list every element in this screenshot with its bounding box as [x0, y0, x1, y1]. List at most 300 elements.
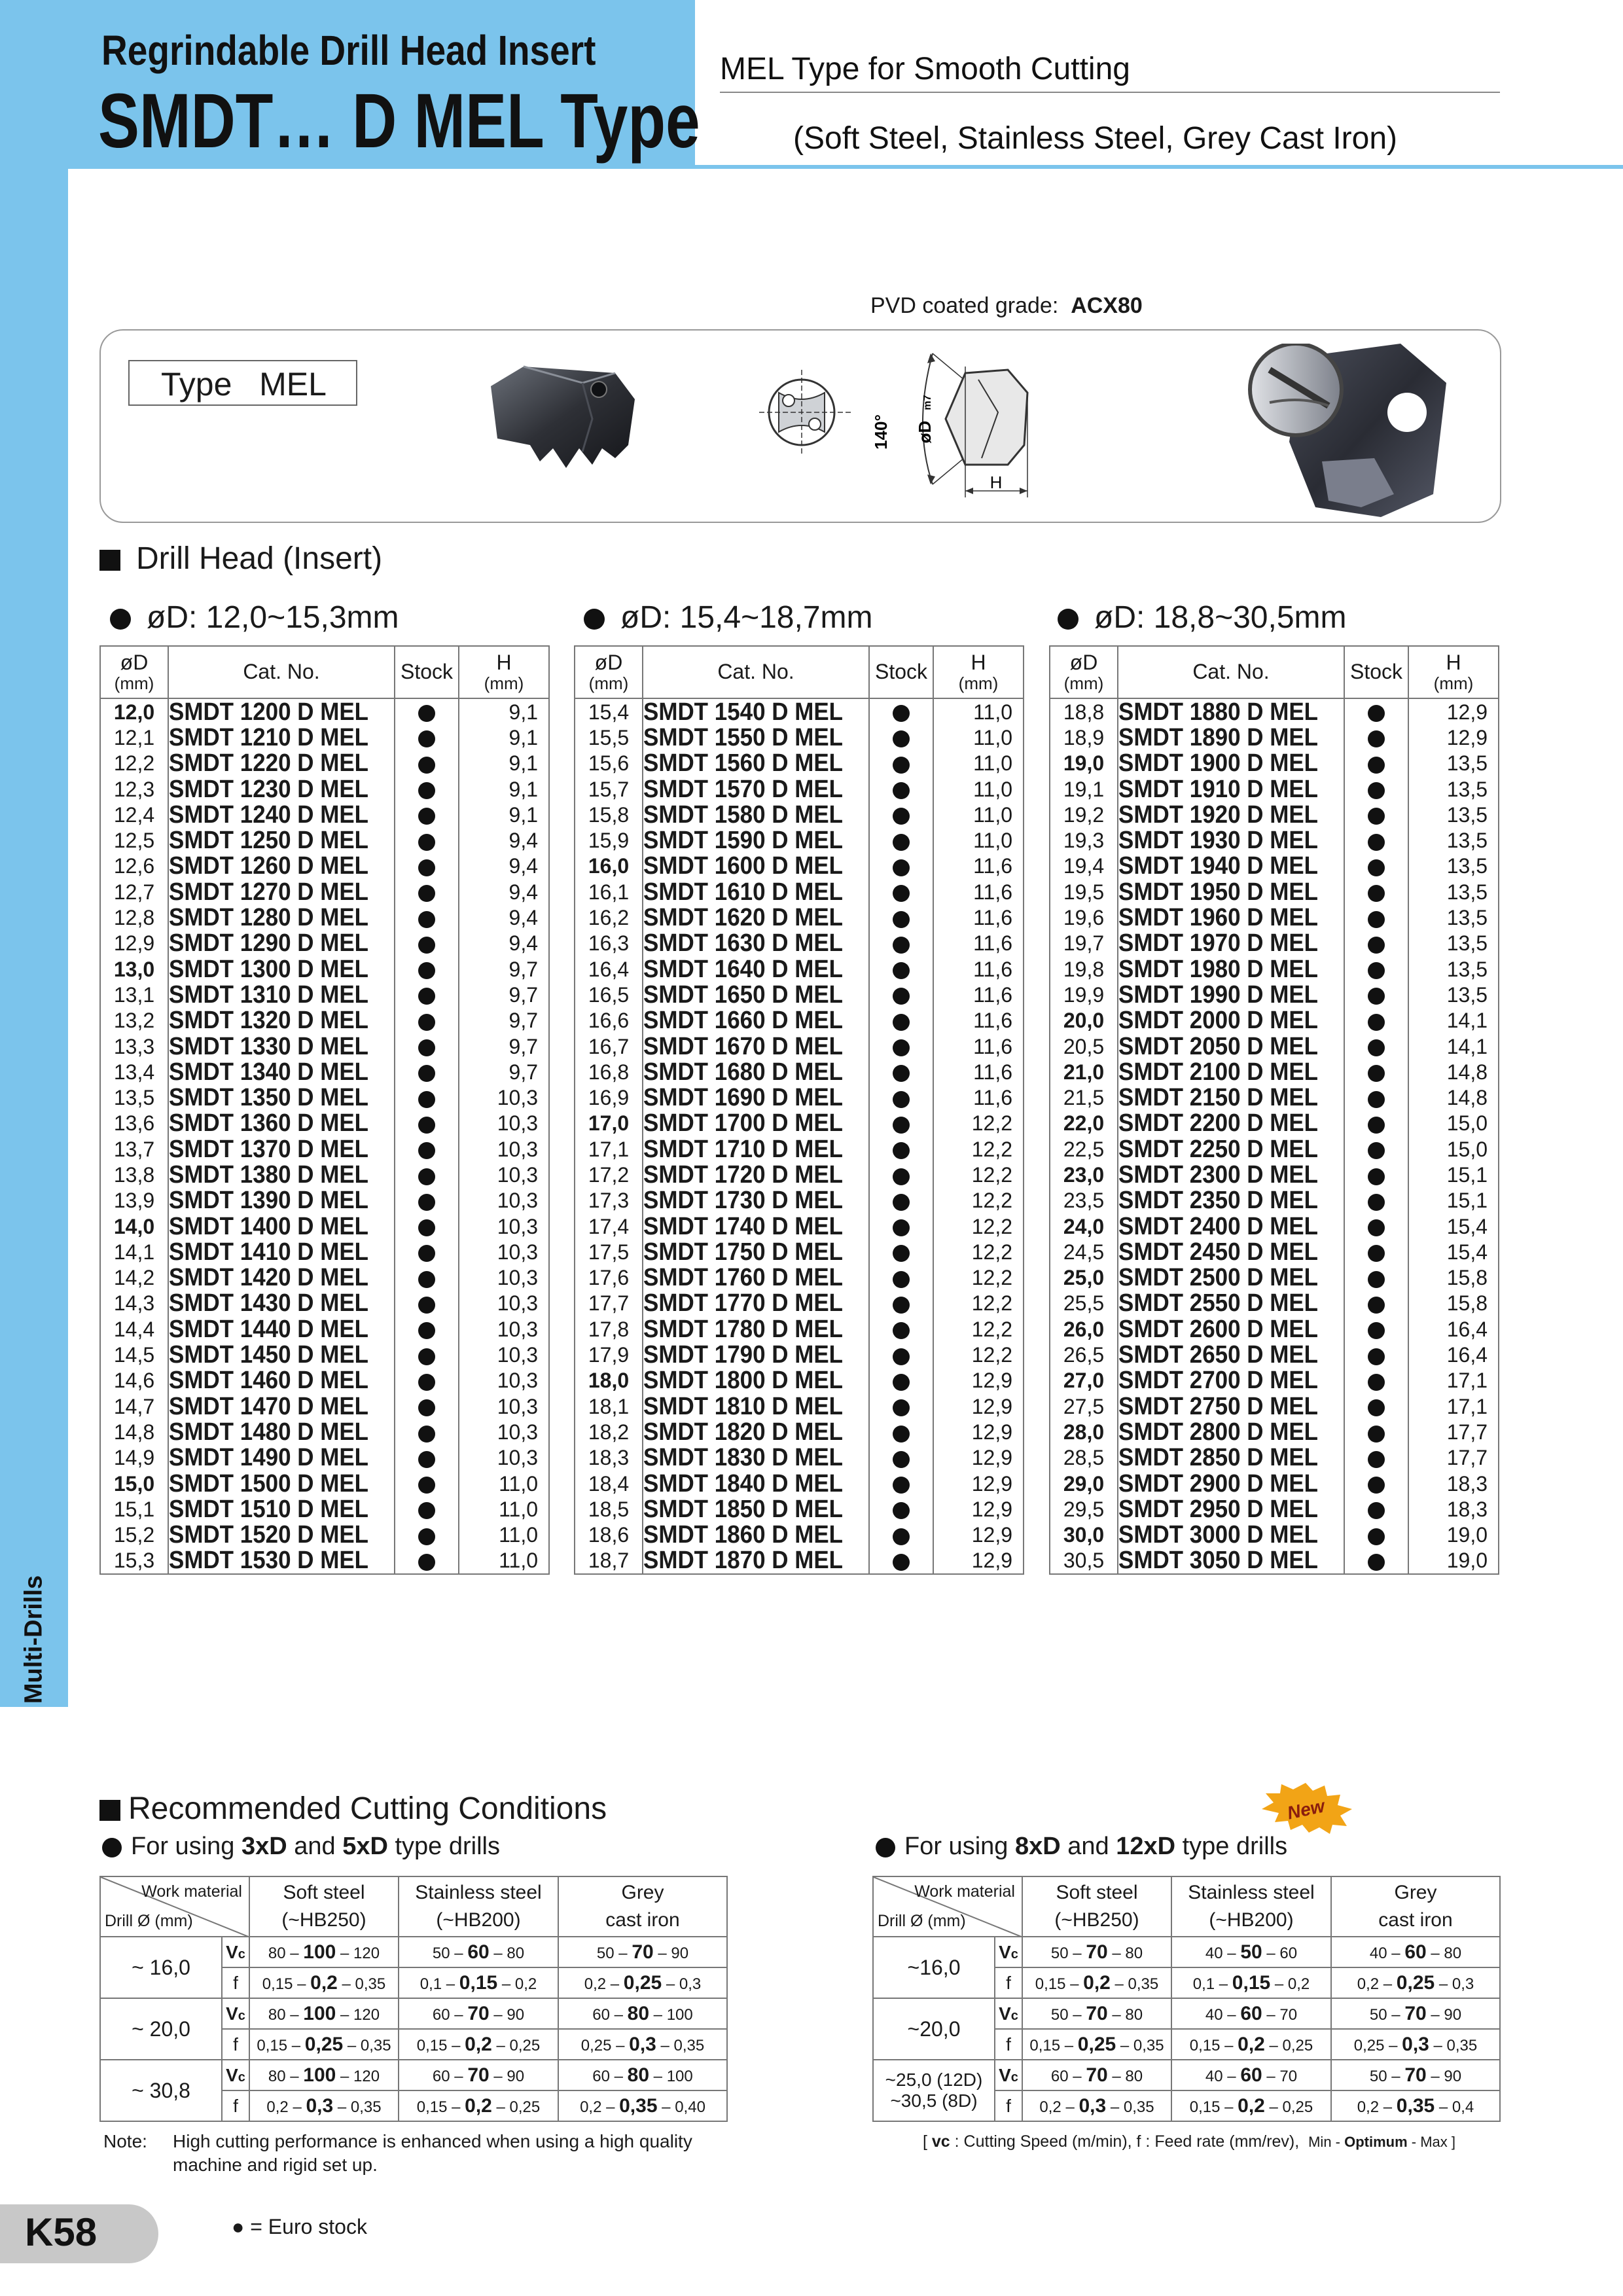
stock-cell [869, 1239, 933, 1265]
cutting-value-cell [1331, 1937, 1500, 1967]
diameter-cell: 15,4 [575, 698, 643, 725]
cat-no-cell [1118, 1059, 1344, 1085]
cat-no-cell [168, 1213, 395, 1239]
value-optimum: 0,25 [623, 1971, 662, 1994]
table-row [100, 1033, 549, 1059]
cat-no-text: SMDT 1720 D MEL [643, 1160, 844, 1189]
insert-top-view-icon [753, 367, 857, 458]
stock-dot-icon [418, 1477, 435, 1494]
cat-no-text: SMDT 2550 D MEL [1118, 1289, 1319, 1318]
cat-no-cell [1118, 827, 1344, 853]
diameter-cell: 18,5 [575, 1496, 643, 1522]
cat-no-text: SMDT 1430 D MEL [169, 1289, 369, 1318]
diameter-cell: 15,2 [100, 1522, 168, 1548]
cat-no-text: SMDT 2500 D MEL [1118, 1264, 1319, 1292]
height-cell: 13,5 [1408, 827, 1499, 853]
value-max: – 0,25 [491, 2098, 541, 2116]
height-cell: 12,2 [933, 1136, 1024, 1162]
stock-cell [395, 698, 459, 725]
cat-no-text: SMDT 2750 D MEL [1118, 1392, 1319, 1420]
table-row [100, 751, 549, 776]
height-cell: 10,3 [459, 1393, 549, 1419]
stock-dot-icon [418, 1451, 435, 1468]
table-row [575, 698, 1024, 725]
table-row [1050, 853, 1499, 879]
cat-no-cell [643, 1342, 869, 1367]
diameter-cell: 29,0 [1050, 1471, 1118, 1496]
table-row [1050, 1342, 1499, 1367]
cat-no-text: SMDT 2050 D MEL [1118, 1032, 1319, 1060]
value-optimum: 70 [1086, 1941, 1108, 1963]
stock-dot-icon [1368, 1426, 1385, 1443]
cat-no-cell [1118, 956, 1344, 982]
cutting-table-1 [99, 1876, 728, 2122]
cat-no-cell [168, 776, 395, 802]
cutting-value-cell [1331, 2029, 1500, 2060]
caption-1-pre: For using [131, 1833, 241, 1860]
stock-cell [395, 1059, 459, 1085]
cat-no-text: SMDT 1350 D MEL [169, 1084, 369, 1112]
height-cell: 11,6 [933, 905, 1024, 930]
table-row [575, 879, 1024, 905]
stock-dot-icon [893, 1271, 910, 1288]
table-row [575, 853, 1024, 879]
material-name: Stainless steel [415, 1882, 542, 1903]
diameter-cell: 16,5 [575, 982, 643, 1007]
bullet-dot-icon [102, 1838, 122, 1857]
table-row [575, 1111, 1024, 1136]
value-optimum: 0,2 [465, 2094, 492, 2117]
stock-dot-icon [418, 1554, 435, 1571]
cat-no-text: SMDT 2900 D MEL [1118, 1469, 1319, 1498]
cat-no-text: SMDT 1980 D MEL [1118, 955, 1319, 983]
stock-note: ● = Euro stock [232, 2215, 367, 2238]
height-cell: 11,0 [459, 1496, 549, 1522]
stock-dot-icon [418, 1528, 435, 1545]
diameter-cell: 13,4 [100, 1059, 168, 1085]
table-row [1050, 827, 1499, 853]
height-cell: 17,1 [1408, 1368, 1499, 1393]
cat-no-text: SMDT 1910 D MEL [1118, 775, 1319, 803]
range-title-2-text: øD: 15,4~18,7mm [620, 600, 873, 635]
stock-dot-icon [893, 911, 910, 928]
value-min: 50 – [596, 1944, 632, 1962]
value-optimum: 0,2 [465, 2033, 492, 2055]
table-row [575, 1008, 1024, 1033]
material-hardness: cast iron [1378, 1909, 1453, 1931]
diameter-cell: 17,1 [575, 1136, 643, 1162]
table-row [575, 1265, 1024, 1291]
material-name: Grey [1394, 1882, 1437, 1903]
stock-dot-icon [1368, 988, 1385, 1005]
cat-no-text: SMDT 1260 D MEL [169, 852, 369, 880]
sidebar-strip [0, 169, 68, 1707]
cutting-row [873, 1937, 1500, 1967]
cat-no-cell [643, 1548, 869, 1574]
col-header-diameter-label: øD [1069, 651, 1098, 675]
range-title-3-text: øD: 18,8~30,5mm [1094, 600, 1347, 635]
drill-diameter-cell [873, 1937, 995, 1998]
cat-no-cell [168, 1059, 395, 1085]
table-row [100, 1548, 549, 1574]
stock-cell [1344, 905, 1408, 930]
value-min: 0,2 – [1039, 2098, 1079, 2116]
caption-2-b1: 8xD [1014, 1833, 1061, 1860]
diameter-cell: 24,0 [1050, 1213, 1118, 1239]
col-header-cat-no: Cat. No. [168, 646, 395, 698]
table-row [1050, 1162, 1499, 1187]
table-row [100, 905, 549, 930]
table-row [575, 931, 1024, 956]
stock-dot-icon [1368, 1348, 1385, 1365]
value-max: – 0,35 [333, 2098, 382, 2116]
value-optimum: 0,25 [1396, 1971, 1435, 1994]
stock-dot-icon [1368, 885, 1385, 902]
cutting-speed-symbol: Vc [995, 1937, 1022, 1967]
height-cell: 16,4 [1408, 1316, 1499, 1342]
value-optimum: 0,2 [1083, 1971, 1111, 1994]
cat-no-cell [1118, 1445, 1344, 1471]
stock-dot-icon [1368, 962, 1385, 979]
table-row [1050, 1085, 1499, 1110]
diameter-cell: 13,2 [100, 1008, 168, 1033]
stock-dot-icon [893, 834, 910, 851]
drill-diameter-cell [100, 2060, 222, 2121]
stock-dot-icon [893, 1142, 910, 1159]
stock-dot-icon [1368, 782, 1385, 799]
cat-no-cell [1118, 1136, 1344, 1162]
table-row [575, 1162, 1024, 1187]
cat-no-cell [168, 1393, 395, 1419]
table-row [575, 905, 1024, 930]
cat-no-cell [643, 1496, 869, 1522]
cat-no-cell [168, 1496, 395, 1522]
stock-cell [395, 1496, 459, 1522]
stock-cell [1344, 1548, 1408, 1574]
value-min: 60 – [592, 2067, 628, 2085]
value-max: – 80 [489, 1944, 525, 1962]
stock-cell [395, 802, 459, 827]
drill-diameter-text: ~16,0 [907, 1955, 961, 1979]
value-optimum: 0,3 [1402, 2033, 1429, 2055]
diameter-cell: 12,6 [100, 853, 168, 879]
value-optimum: 0,15 [1232, 1971, 1271, 1994]
cat-no-cell [643, 931, 869, 956]
table-row [100, 1393, 549, 1419]
height-cell: 17,7 [1408, 1419, 1499, 1444]
diameter-cell: 12,0 [100, 698, 168, 725]
stock-cell [395, 1471, 459, 1496]
stock-cell [1344, 776, 1408, 802]
cat-no-text: SMDT 2200 D MEL [1118, 1109, 1319, 1138]
stock-cell [869, 1188, 933, 1213]
stock-dot-icon [418, 1065, 435, 1082]
stock-dot-icon [893, 859, 910, 876]
stock-dot-icon [418, 1322, 435, 1339]
diameter-cell: 26,0 [1050, 1316, 1118, 1342]
stock-cell [395, 1548, 459, 1574]
height-cell: 17,1 [1408, 1393, 1499, 1419]
cat-no-cell [168, 1368, 395, 1393]
cat-no-cell [1118, 1368, 1344, 1393]
height-cell: 11,6 [933, 1085, 1024, 1110]
stock-cell [1344, 982, 1408, 1007]
stock-cell [869, 1496, 933, 1522]
stock-cell [1344, 1085, 1408, 1110]
cutting-speed-symbol: Vc [995, 1998, 1022, 2029]
cat-no-cell [168, 1265, 395, 1291]
height-cell: 15,0 [1408, 1111, 1499, 1136]
drill-diameter-text: ~25,0 (12D) [885, 2070, 983, 2090]
diameter-cell: 18,1 [575, 1393, 643, 1419]
stock-dot-icon [1368, 1528, 1385, 1545]
stock-dot-icon [893, 1451, 910, 1468]
col-header-stock: Stock [1344, 646, 1408, 698]
insert-table-3 [1049, 645, 1499, 1575]
stock-dot-icon [893, 1374, 910, 1391]
height-cell: 12,2 [933, 1213, 1024, 1239]
stock-dot-icon [1368, 1297, 1385, 1314]
stock-cell [395, 751, 459, 776]
height-cell: 10,3 [459, 1213, 549, 1239]
table-row [100, 1368, 549, 1393]
diameter-cell: 19,3 [1050, 827, 1118, 853]
cat-no-text: SMDT 1240 D MEL [169, 800, 369, 829]
table-row [1050, 776, 1499, 802]
value-min: 0,2 – [1357, 2098, 1397, 2116]
cat-no-cell [1118, 751, 1344, 776]
feed-rate-symbol: f [222, 1967, 249, 1998]
stock-dot-icon [418, 782, 435, 799]
stock-cell [395, 905, 459, 930]
table-row [1050, 1059, 1499, 1085]
stock-dot-icon [893, 1117, 910, 1134]
table-row [575, 1368, 1024, 1393]
stock-dot-icon [1368, 1374, 1385, 1391]
angle-label: 140° [871, 414, 891, 450]
height-cell: 9,1 [459, 725, 549, 750]
stock-cell [395, 725, 459, 750]
col-header-height [1408, 646, 1499, 698]
height-cell: 18,3 [1408, 1496, 1499, 1522]
cutting-row [873, 1998, 1500, 2029]
cat-no-text: SMDT 1360 D MEL [169, 1109, 369, 1138]
diameter-cell: 12,1 [100, 725, 168, 750]
drill-head-title-text: Drill Head (Insert) [136, 541, 383, 576]
value-max: – 80 [1107, 1944, 1143, 1962]
value-optimum: 100 [303, 2064, 336, 2086]
cat-no-cell [643, 827, 869, 853]
cutting-value-cell [1171, 1967, 1331, 1998]
cat-no-text: SMDT 1500 D MEL [169, 1469, 369, 1498]
cat-no-text: SMDT 1700 D MEL [643, 1109, 844, 1138]
value-optimum: 60 [467, 1941, 490, 1963]
table-row [575, 1033, 1024, 1059]
height-cell: 9,1 [459, 776, 549, 802]
cat-no-text: SMDT 1990 D MEL [1118, 980, 1319, 1009]
stock-dot-icon [418, 1426, 435, 1443]
value-optimum: 80 [627, 2064, 650, 2086]
height-cell: 9,7 [459, 982, 549, 1007]
table-row [1050, 698, 1499, 725]
stock-cell [869, 827, 933, 853]
drill-dia-label: Drill Ø (mm) [105, 1912, 193, 1930]
table-row [100, 1188, 549, 1213]
cat-no-text: SMDT 1230 D MEL [169, 775, 369, 803]
cat-no-cell [168, 1522, 395, 1548]
diameter-cell: 13,0 [100, 956, 168, 982]
height-cell: 14,1 [1408, 1008, 1499, 1033]
cat-no-text: SMDT 2000 D MEL [1118, 1007, 1319, 1035]
stock-dot-icon [893, 757, 910, 774]
height-cell: 9,1 [459, 751, 549, 776]
stock-cell [395, 1111, 459, 1136]
diameter-cell: 15,7 [575, 776, 643, 802]
cat-no-cell [1118, 1008, 1344, 1033]
stock-dot-icon [893, 730, 910, 747]
cat-no-cell [168, 751, 395, 776]
diameter-cell: 28,5 [1050, 1445, 1118, 1471]
value-optimum: 0,3 [1079, 2094, 1107, 2117]
stock-cell [1344, 1136, 1408, 1162]
cat-no-text: SMDT 1920 D MEL [1118, 800, 1319, 829]
cat-no-text: SMDT 1650 D MEL [643, 980, 844, 1009]
value-max: – 0,35 [1429, 2036, 1478, 2054]
diameter-cell: 22,5 [1050, 1136, 1118, 1162]
value-optimum: 0,2 [310, 1971, 338, 1994]
stock-cell [395, 1136, 459, 1162]
cutting-value-cell [1022, 1998, 1171, 2029]
diameter-cell: 12,2 [100, 751, 168, 776]
cat-no-text: SMDT 1840 D MEL [643, 1469, 844, 1498]
stock-dot-icon [418, 1142, 435, 1159]
height-cell: 19,0 [1408, 1522, 1499, 1548]
value-min: 60 – [432, 2005, 468, 2024]
cat-no-cell [643, 1008, 869, 1033]
cat-no-cell [168, 1008, 395, 1033]
stock-dot-icon [418, 730, 435, 747]
col-header-cat-no: Cat. No. [643, 646, 869, 698]
stock-cell [1344, 698, 1408, 725]
value-max: – 90 [653, 1944, 689, 1962]
cat-no-cell [1118, 1522, 1344, 1548]
height-cell: 10,3 [459, 1342, 549, 1367]
diameter-cell: 13,7 [100, 1136, 168, 1162]
value-max: – 0,25 [1264, 2098, 1313, 2116]
pvd-grade [870, 293, 1143, 319]
value-min: 80 – [268, 2067, 304, 2085]
table-row [575, 1393, 1024, 1419]
stock-dot-icon [418, 1399, 435, 1416]
cat-no-text: SMDT 1290 D MEL [169, 929, 369, 958]
value-optimum: 0,2 [1238, 2033, 1265, 2055]
height-cell: 11,6 [933, 1008, 1024, 1033]
header-subtitle-1: MEL Type for Smooth Cutting [720, 52, 1130, 86]
feed-rate-symbol: f [222, 2090, 249, 2121]
height-cell: 14,8 [1408, 1085, 1499, 1110]
table-row [100, 1291, 549, 1316]
height-cell: 14,1 [1408, 1033, 1499, 1059]
table-row [1050, 1291, 1499, 1316]
material-header-cell [1022, 1876, 1171, 1937]
cutting-value-cell [249, 2090, 399, 2121]
page-number: K58 [25, 2210, 98, 2254]
value-optimum: 70 [1404, 2002, 1427, 2024]
diameter-cell: 17,2 [575, 1162, 643, 1187]
cutting-value-cell [1171, 2090, 1331, 2121]
stock-cell [395, 1291, 459, 1316]
height-cell: 9,7 [459, 1033, 549, 1059]
stock-cell [395, 827, 459, 853]
cat-no-text: SMDT 2950 D MEL [1118, 1495, 1319, 1523]
table-row [1050, 1239, 1499, 1265]
cat-no-text: SMDT 2450 D MEL [1118, 1238, 1319, 1266]
legend-vc: vc [931, 2132, 950, 2151]
cat-no-cell [643, 1033, 869, 1059]
table-row [100, 1419, 549, 1444]
diameter-cell: 19,1 [1050, 776, 1118, 802]
cat-no-cell [643, 1368, 869, 1393]
diameter-cell: 18,4 [575, 1471, 643, 1496]
stock-dot-icon [418, 757, 435, 774]
height-cell: 15,1 [1408, 1188, 1499, 1213]
insert-closeup-photo-icon [1230, 344, 1453, 520]
height-cell: 13,5 [1408, 776, 1499, 802]
cat-no-text: SMDT 1250 D MEL [169, 827, 369, 855]
value-max: – 0,2 [1270, 1975, 1310, 1993]
stock-dot-icon [418, 1014, 435, 1031]
cat-no-text: SMDT 1610 D MEL [643, 878, 844, 906]
height-cell: 19,0 [1408, 1548, 1499, 1574]
height-cell: 10,3 [459, 1419, 549, 1444]
cat-no-cell [643, 905, 869, 930]
height-cell: 9,1 [459, 802, 549, 827]
height-cell: 9,7 [459, 1059, 549, 1085]
diameter-cell: 19,8 [1050, 956, 1118, 982]
value-max: – 0,35 [343, 2036, 391, 2054]
col-header-height-label: H [496, 651, 512, 675]
stock-dot-icon [893, 1194, 910, 1211]
stock-cell [1344, 931, 1408, 956]
diameter-cell: 14,6 [100, 1368, 168, 1393]
value-max: – 60 [1262, 1944, 1298, 1962]
caption-2-pre: For using [904, 1833, 1015, 1860]
stock-dot-icon [418, 1502, 435, 1519]
sidebar-label [0, 1571, 68, 1708]
stock-dot-icon [418, 1348, 435, 1365]
diameter-cell: 16,6 [575, 1008, 643, 1033]
height-cell: 13,5 [1408, 853, 1499, 879]
cutting-value-cell [249, 1998, 399, 2029]
table-row [575, 982, 1024, 1007]
stock-cell [869, 905, 933, 930]
cat-no-cell [1118, 1033, 1344, 1059]
value-min: 40 – [1205, 1944, 1241, 1962]
stock-dot-icon [1368, 1322, 1385, 1339]
cat-no-cell [168, 725, 395, 750]
height-cell: 12,2 [933, 1316, 1024, 1342]
cutting-value-cell [1022, 2029, 1171, 2060]
stock-cell [869, 751, 933, 776]
cat-no-text: SMDT 1280 D MEL [169, 904, 369, 932]
stock-cell [395, 1265, 459, 1291]
col-header-height-unit: (mm) [958, 673, 999, 694]
stock-cell [1344, 853, 1408, 879]
height-cell: 10,3 [459, 1445, 549, 1471]
table-row [1050, 725, 1499, 750]
stock-cell [869, 725, 933, 750]
cat-no-text: SMDT 2800 D MEL [1118, 1418, 1319, 1446]
